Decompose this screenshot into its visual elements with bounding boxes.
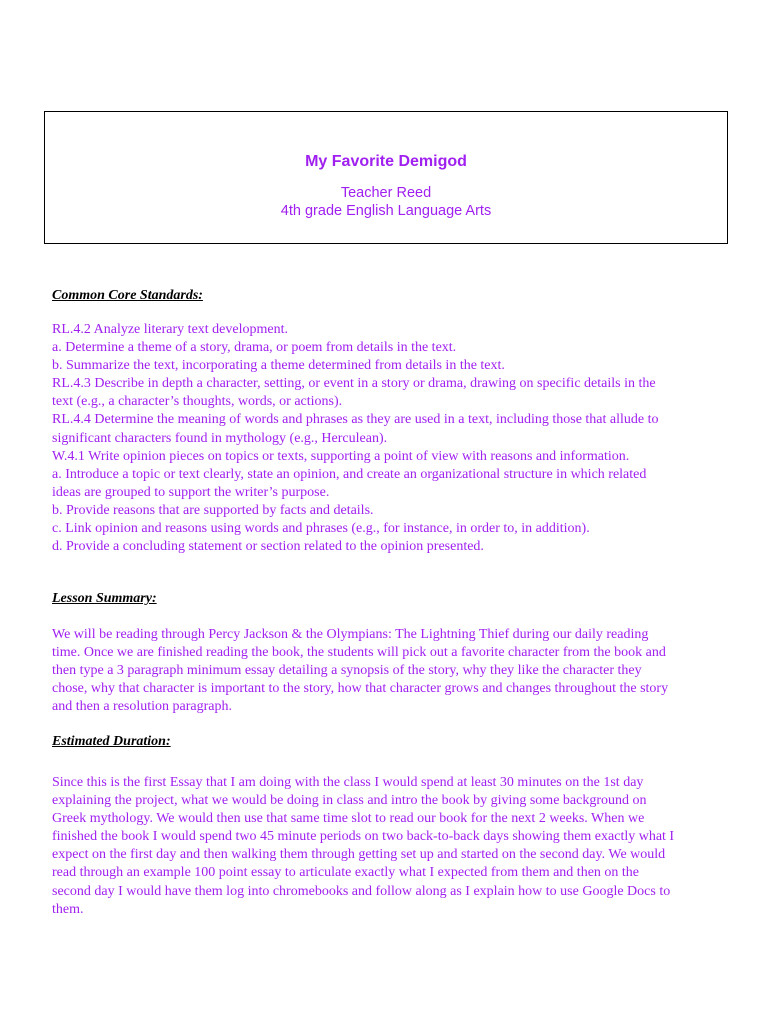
standards-line: ideas are grouped to support the writer’s purpose. — [52, 484, 330, 500]
summary-body — [52, 626, 732, 716]
summary-line: We will be reading through Percy Jackson & the Olympians: The Lightning Thief during our daily reading — [52, 627, 649, 642]
standards-line: b. Provide reasons that are supported by facts and details. — [52, 502, 374, 518]
summary-line: and then a resolution paragraph. — [52, 699, 232, 715]
title-box — [44, 111, 728, 244]
standards-line: W.4.1 Write opinion pieces on topics or texts, supporting a point of view with reasons and information. — [52, 448, 630, 464]
duration-line: second day I would have them log into chromebooks and follow along as I explain how to use Google Docs to — [52, 883, 671, 899]
duration-line: read through an example 100 point essay to articulate exactly what I expected from them and then on the — [52, 865, 640, 881]
teacher-name: Teacher Reed — [340, 185, 432, 201]
duration-body — [52, 774, 732, 919]
duration-heading: Estimated Duration: — [52, 734, 171, 749]
duration-line: Since this is the first Essay that I am doing with the class I would spend at least 30 minutes on the 1st day — [52, 775, 644, 790]
standards-line: a. Introduce a topic or text clearly, state an opinion, and create an organizational structure in which related — [52, 466, 647, 482]
standards-line: a. Determine a theme of a story, drama, or poem from details in the text. — [52, 340, 457, 356]
summary-line: time. Once we are finished reading the book, the students will pick out a favorite character from the book and — [52, 645, 666, 661]
summary-heading: Lesson Summary: — [52, 591, 157, 606]
standards-line: b. Summarize the text, incorporating a theme determined from details in the text. — [52, 358, 505, 374]
course-name: 4th grade English Language Arts — [280, 203, 492, 219]
standards-line: text (e.g., a character’s thoughts, words, or actions). — [52, 394, 343, 410]
duration-section — [52, 733, 732, 919]
summary-line: chose, why that character is important to the story, how that character grows and changes throughout the story — [52, 681, 669, 697]
standards-line: c. Link opinion and reasons using words and phrases (e.g., for instance, in order to, in addition). — [52, 521, 590, 537]
duration-line: expect on the first day and then walking them through getting set up and started on the second day. We would — [52, 847, 666, 863]
standards-line: d. Provide a concluding statement or section related to the opinion presented. — [52, 539, 484, 555]
summary-line: then type a 3 paragraph minimum essay detailing a synopsis of the story, why they like the character they — [52, 663, 642, 679]
standards-body — [52, 321, 732, 556]
standards-line: significant characters found in mythology (e.g., Herculean). — [52, 430, 388, 446]
duration-line: finished the book I would spend two 45 minute periods on two back-to-back days showing them exactly what I — [52, 829, 675, 845]
duration-line: explaining the project, what we would be doing in class and intro the book by giving some background on — [52, 793, 647, 809]
standards-line: RL.4.2 Analyze literary text development. — [52, 322, 288, 337]
standards-heading: Common Core Standards: — [52, 288, 203, 303]
standards-line: RL.4.4 Determine the meaning of words and phrases as they are used in a text, including those that allude to — [52, 412, 659, 428]
duration-line: Greek mythology. We would then use that same time slot to read our book for the next 2 weeks. When we — [52, 811, 645, 827]
standards-line: RL.4.3 Describe in depth a character, setting, or event in a story or drama, drawing on specific details in the — [52, 376, 656, 392]
summary-section — [52, 590, 732, 716]
standards-section — [52, 287, 732, 556]
duration-line: them. — [52, 901, 84, 917]
document-title: My Favorite Demigod — [305, 153, 467, 170]
